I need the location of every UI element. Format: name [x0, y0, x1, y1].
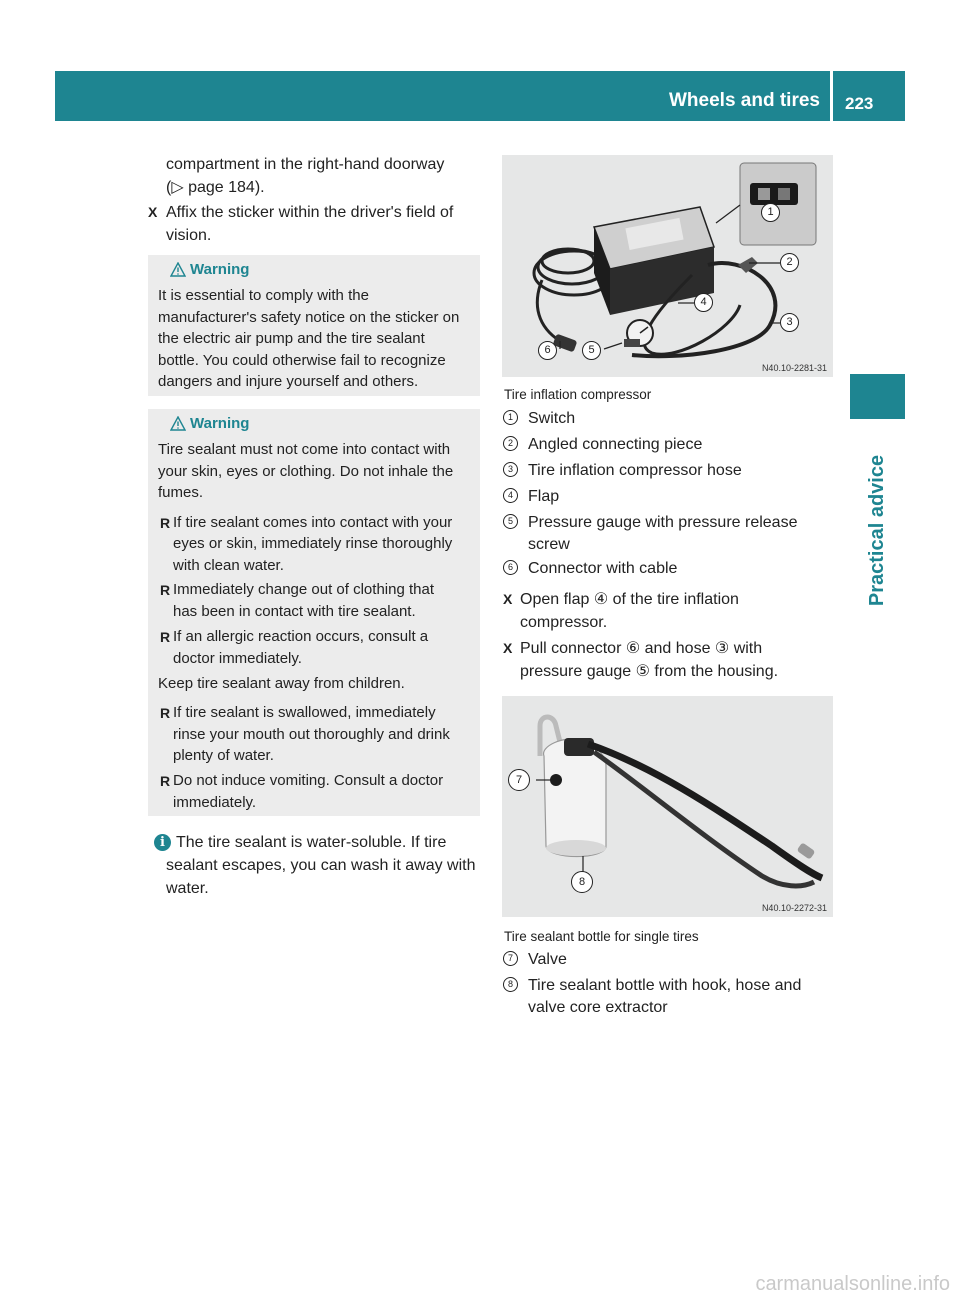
- warning-bullet-text: has been in contact with tire sealant.: [173, 603, 416, 620]
- legend-number: 8: [503, 977, 518, 992]
- warning-bullet-text: plenty of water.: [173, 747, 274, 764]
- bullet-marker: R: [160, 582, 171, 598]
- legend-number: 7: [503, 951, 518, 966]
- warning-bullet-text: Immediately change out of clothing that: [173, 581, 434, 598]
- legend-item: Angled connecting piece: [528, 436, 703, 453]
- page-reference-link[interactable]: (▷ page 184).: [166, 179, 265, 196]
- legend-item: Tire inflation compressor hose: [528, 462, 742, 479]
- step-marker: X: [148, 204, 158, 220]
- callout-2: 2: [780, 253, 799, 272]
- warning-triangle-icon: [170, 416, 186, 431]
- warning-text: Tire sealant must not come into contact with: [158, 441, 451, 458]
- callout-1: 1: [761, 203, 780, 222]
- header-divider: [830, 71, 833, 121]
- warning-bullet-text: If tire sealant is swallowed, immediately: [173, 704, 436, 721]
- callout-6: 6: [538, 341, 557, 360]
- sealant-bottle-figure: [502, 696, 833, 917]
- step-text: vision.: [166, 227, 212, 244]
- warning-bullet-text: rinse your mouth out thoroughly and drink: [173, 726, 450, 743]
- callout-7: 7: [508, 769, 530, 791]
- legend-item: Flap: [528, 488, 560, 505]
- figure-code: N40.10-2272-31: [761, 903, 827, 913]
- info-text: The tire sealant is water-soluble. If tire: [176, 834, 447, 851]
- step-text: Open flap ④ of the tire inflation: [520, 591, 739, 608]
- step-text: Affix the sticker within the driver's field of: [166, 204, 454, 221]
- side-tab-marker: [850, 374, 905, 419]
- legend-item: Connector with cable: [528, 560, 678, 577]
- info-text: water.: [166, 880, 209, 897]
- bullet-marker: R: [160, 515, 171, 531]
- info-text: sealant escapes, you can wash it away with: [166, 857, 476, 874]
- warning-text: fumes.: [158, 484, 204, 501]
- legend-item: screw: [528, 536, 570, 553]
- warning-bullet-text: If an allergic reaction occurs, consult a: [173, 628, 429, 645]
- legend-number: 6: [503, 560, 518, 575]
- figure-caption: Tire sealant bottle for single tires: [504, 929, 699, 944]
- intro-line: compartment in the right-hand doorway: [166, 156, 445, 173]
- step-text: compressor.: [520, 614, 608, 631]
- legend-number: 2: [503, 436, 518, 451]
- callout-5: 5: [582, 341, 601, 360]
- bullet-marker: R: [160, 705, 171, 721]
- callout-8: 8: [571, 871, 593, 893]
- legend-item: Tire sealant bottle with hook, hose and: [528, 977, 802, 994]
- legend-number: 3: [503, 462, 518, 477]
- legend-number: 1: [503, 410, 518, 425]
- step-marker: X: [503, 640, 513, 656]
- warning-bullet-text: doctor immediately.: [173, 650, 302, 667]
- step-text: pressure gauge ⑤ from the housing.: [520, 663, 779, 680]
- figure-caption: Tire inflation compressor: [504, 387, 652, 402]
- warning-heading: Warning: [190, 415, 250, 432]
- warning-text: manufacturer's safety notice on the sticker on: [158, 309, 460, 326]
- step-marker: X: [503, 591, 513, 607]
- warning-bullet-text: immediately.: [173, 794, 257, 811]
- legend-item: valve core extractor: [528, 999, 668, 1016]
- legend-item: Switch: [528, 410, 576, 427]
- warning-text: the electric air pump and the tire sealant: [158, 330, 425, 347]
- legend-number: 4: [503, 488, 518, 503]
- legend-number: 5: [503, 514, 518, 529]
- warning-bullet-text: eyes or skin, immediately rinse thoroughly: [173, 535, 453, 552]
- side-tab-label: Practical advice: [866, 454, 888, 606]
- warning-text: your skin, eyes or clothing. Do not inhale the: [158, 463, 454, 480]
- warning-text: dangers and injure yourself and others.: [158, 373, 419, 390]
- warning-text: Keep tire sealant away from children.: [158, 675, 405, 692]
- bullet-marker: R: [160, 629, 171, 645]
- info-icon: i: [154, 834, 171, 851]
- warning-bullet-text: Do not induce vomiting. Consult a doctor: [173, 772, 444, 789]
- warning-triangle-icon: [170, 262, 186, 277]
- watermark: carmanualsonline.info: [755, 1273, 950, 1295]
- warning-bullet-text: If tire sealant comes into contact with your: [173, 514, 453, 531]
- callout-4: 4: [694, 293, 713, 312]
- step-text: Pull connector ⑥ and hose ③ with: [520, 640, 763, 657]
- bullet-marker: R: [160, 773, 171, 789]
- sealant-bottle-illustration: [502, 696, 833, 917]
- warning-text: bottle. You could otherwise fail to recognize: [158, 352, 446, 369]
- callout-3: 3: [780, 313, 799, 332]
- section-title: Wheels and tires: [669, 90, 820, 111]
- legend-item: Pressure gauge with pressure release: [528, 514, 798, 531]
- warning-bullet-text: with clean water.: [173, 557, 284, 574]
- compressor-figure: [502, 155, 833, 377]
- warning-text: It is essential to comply with the: [158, 287, 369, 304]
- figure-code: N40.10-2281-31: [761, 363, 827, 373]
- legend-item: Valve: [528, 951, 567, 968]
- page-number: 223: [845, 94, 874, 113]
- warning-heading: Warning: [190, 261, 250, 278]
